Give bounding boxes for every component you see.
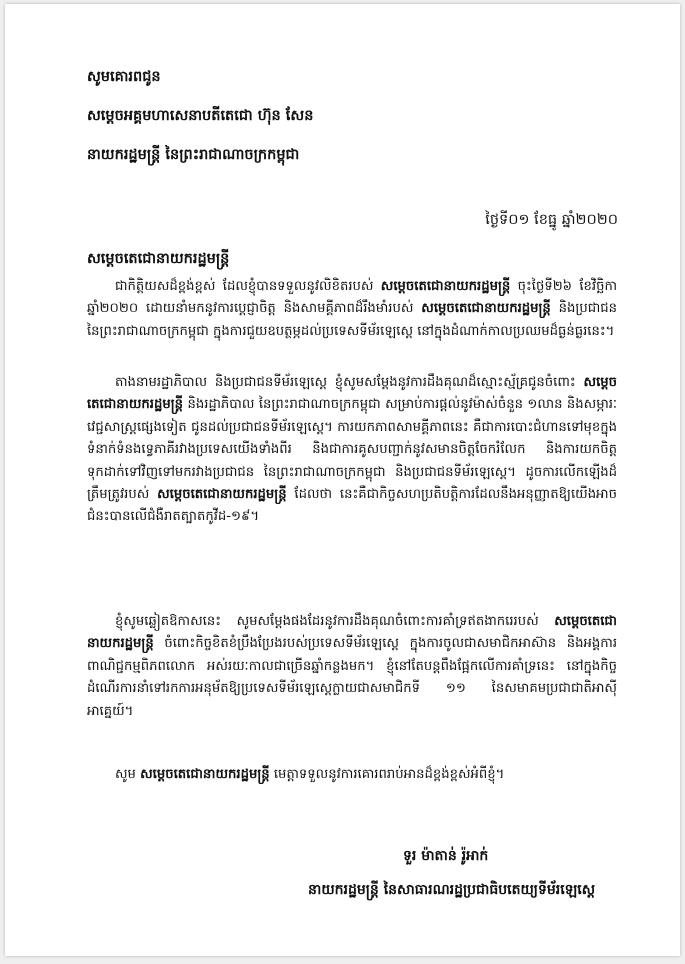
letter-page xyxy=(5,4,680,956)
paragraph-2-text-e: ដែលថា នេះគឺជាកិច្ចសហប្រតិបត្តិការដែលនឹងអនុញ្ញាតឱ្យយើងអាចជំនះបានលើជំងឺរាតត្បាតកូវីដ-១៩។ xyxy=(87,487,617,525)
paragraph-2-text-a: តាងនាមរដ្ឋាភិបាល និងប្រជាជនទីម័រឡេស្តេ ខ្ញុំសូមសម្តែងនូវការដឹងគុណដ៏ស្មោះស្ម័គ្រជូនចំពោះ xyxy=(115,375,584,390)
paragraph-4-text-c: មេត្តាទទួលនូវការគោរពរាប់អានដ៏ខ្ពង់ខ្ពស់អំពីខ្ញុំ។ xyxy=(269,767,505,782)
signatory-name: ទួរ ម៉ាតាន់ រ៉ូអាក់ xyxy=(403,848,489,864)
paragraph-2-bold-title-2: សម្តេចតេជោនាយករដ្ឋមន្ត្រី xyxy=(157,487,287,503)
paragraph-3-text-c: ចំពោះកិច្ចខិតខំប្រឹងប្រែងរបស់ប្រទេសទីម័រឡេស្តេ ក្នុងការចូលជាសមាជិកអាស៊ាន និងអង្គការពាណិជ្ជកម្មពិភពលោក អស់រយៈកាលជាច្រើនឆ្នាំកន្លងមក។ ខ្ញុំនៅតែបន្តពឹងផ្អែកលើការគាំទ្រនេះ នៅក្នុងកិច្ចដំណើរការនាំទៅរកការអនុម័តឱ្យប្រទេសទីម័រឡេស្តេក្លាយជាសមាជិកទី ១១ នៃសមាគមប្រជាជាតិអាស៊ីអាគ្នេយ៍។ xyxy=(87,636,617,719)
paragraph-4-text-a: សូម xyxy=(115,767,141,782)
paragraph-2-text-c: និងរដ្ឋាភិបាល នៃព្រះរាជាណាចក្រកម្ពុជា សម្រាប់ការផ្តល់នូវម៉ាស់ចំនួន ១លាន និងសម្ភារៈវេជ្ជសាស្ត្រផ្សេងទៀត ជូនដល់ប្រជាជនទីម័រឡេស្តេ។ ការយកភាពសាមគ្គីភាពនេះ គឺជាការបោះជំហានទៅមុខក្នុងទំនាក់ទំនងទ្វេភាគីរវាងប្រទេសយើងទាំងពីរ និងជាការគូសបញ្ជាក់នូវសមានចិត្តចែករំលែក និងការយកចិត្តទុកដាក់ទៅវិញទៅមករវាងប្រជាជន នៃព្រះរាជាណាចក្រកម្ពុជា និងប្រជាជនទីម័រឡេស្តេ។ ដូចការលើកឡើងដ៏ត្រឹមត្រូវរបស់ xyxy=(87,397,617,503)
recipient-line-greeting: សូមគោរពជូន xyxy=(87,69,161,85)
paragraph-1 xyxy=(87,276,617,343)
paragraph-1-bold-title: សម្តេចតេជោនាយករដ្ឋមន្ត្រី xyxy=(380,279,511,294)
recipient-line-name: សម្តេចអគ្គមហាសេនាបតីតេជោ ហ៊ុន សែន xyxy=(87,108,314,124)
paragraph-2 xyxy=(87,372,617,529)
paragraph-3-bold-title: សម្តេចតេជោនាយករដ្ឋមន្ត្រី xyxy=(87,614,617,652)
paragraph-1-text-a: ជាកិត្តិយសដ៏ខ្ពង់ខ្ពស់ ដែលខ្ញុំបានទទួលនូវលិខិតរបស់ xyxy=(115,279,381,294)
signatory-title: នាយករដ្ឋមន្ត្រី នៃសាធារណរដ្ឋប្រជាធិបតេយ្យទីម័រឡេស្តេ xyxy=(308,882,596,898)
paragraph-4-bold-title: សម្តេចតេជោនាយករដ្ឋមន្ត្រី xyxy=(140,767,270,782)
recipient-line-title: នាយករដ្ឋមន្ត្រី នៃព្រះរាជាណាចក្រកម្ពុជា xyxy=(87,147,300,163)
letter-date: ថ្ងៃទី០១ ខែធ្នូ ឆ្នាំ២០២០ xyxy=(485,212,618,228)
salutation: សម្តេចតេជោនាយករដ្ឋមន្ត្រី xyxy=(87,251,230,267)
paragraph-1-bold-title-2: សម្តេចតេជោនាយករដ្ឋមន្ត្រី xyxy=(421,301,551,317)
paragraph-3-text-a: ខ្ញុំសូមឆ្លៀតឱកាសនេះ សូមសម្តែងផងដែរនូវការដឹងគុណចំពោះការគាំទ្រឥតងាករេរបស់ xyxy=(115,614,555,629)
paragraph-3 xyxy=(87,611,617,723)
paragraph-4 xyxy=(87,764,617,786)
paragraph-1-text-e: និងប្រជាជន នៃព្រះរាជាណាចក្រកម្ពុជា ក្នុងការជួយឧបត្ថម្ភដល់ប្រទេសទីម័រឡេស្តេ នៅក្នុងដំណាក់កាលប្រឈមដ៏ធ្ងន់ធ្ងរនេះ។ xyxy=(87,301,617,339)
paragraph-1-text-c: ចុះថ្ងៃទី២៦ ខែវិច្ឆិកា ឆ្នាំ២០២០ ដោយនាំមកនូវការប្តេជ្ញាចិត្ត និងសាមគ្គីភាពដ៏រឹងមាំរបស់ xyxy=(87,279,618,317)
paragraph-2-bold-title: សម្តេចតេជោនាយករដ្ឋមន្ត្រី xyxy=(87,375,617,413)
